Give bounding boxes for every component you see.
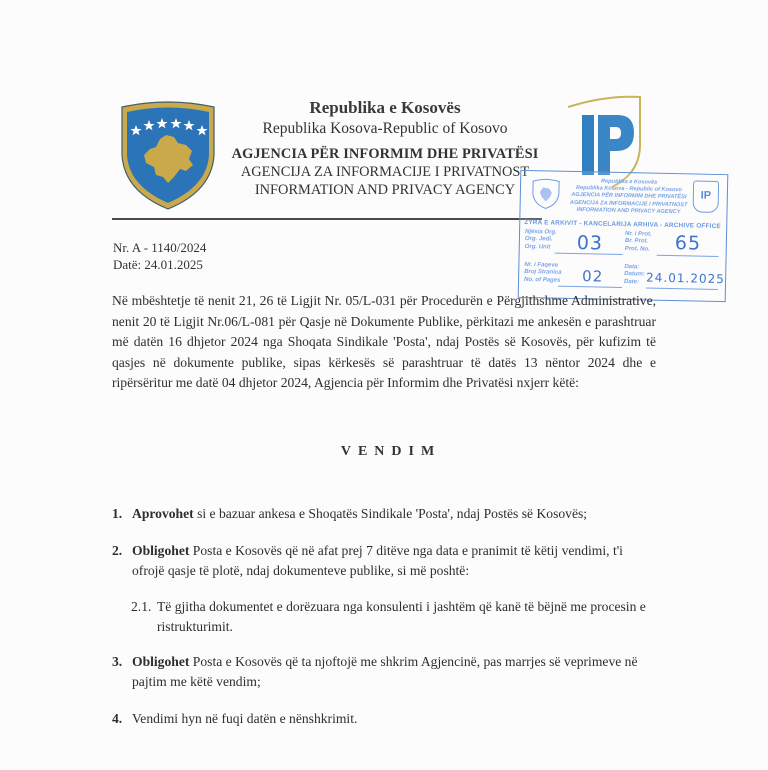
item-number: 3. <box>112 654 123 669</box>
item-number: 1. <box>112 506 123 521</box>
subitem-number: 2.1. <box>131 599 152 614</box>
kosovo-emblem-icon <box>116 99 220 211</box>
stamp-ip-emblem-icon: IP <box>693 180 720 213</box>
item-number: 4. <box>112 711 123 726</box>
org-unit-value: 03 <box>576 232 604 255</box>
item-text: Vendimi hyn në fuqi datën e nënshkrimit. <box>132 711 358 726</box>
reference-date: Datë: 24.01.2025 <box>113 257 203 272</box>
document-reference <box>113 239 206 273</box>
prot-labels: Nr. i Prot. Br. Prot. Prot. No. <box>624 231 652 253</box>
item-text: si e bazuar ankesa e Shoqatës Sindikale 'Posta', ndaj Postës së Kosovës; <box>193 506 588 521</box>
archive-stamp <box>518 170 729 302</box>
country-name-sq: Republika e Kosovës <box>309 98 461 117</box>
pages-value: 02 <box>581 267 604 286</box>
agency-name-sq: AGJENCIA PËR INFORMIM DHE PRIVATËSI <box>231 146 539 162</box>
prot-number-value: 65 <box>674 232 702 255</box>
org-unit-labels: Njësia Org. Org. Jedi. Org. Unit <box>524 228 557 251</box>
item-number: 2. <box>112 543 123 558</box>
header-divider <box>112 218 542 220</box>
agency-name-sr: AGENCIJA ZA INFORMACIJE I PRIVATNOST <box>240 164 530 180</box>
letterhead <box>220 98 550 199</box>
item-keyword: Aprovohet <box>132 506 194 521</box>
decision-item <box>112 709 657 729</box>
stamp-row-unit-prot <box>524 229 721 263</box>
pages-labels: Nr. i Faqeve Broj Stranica No. of Pages <box>523 261 562 284</box>
country-name-multi: Republika Kosova-Republic of Kosovo <box>262 120 508 137</box>
stamp-office-line: ZYRA E ARKIVIT - KANCELARIJA ARHIVA - ARCHIVE OFFICE <box>524 218 721 231</box>
decision-title: VENDIM <box>340 444 442 459</box>
preamble-paragraph: Në mbështetje të nenit 21, 26 të Ligjit Nr. 05/L-031 për Procedurën e Përgjithshme Administrative, nenit 20 të Ligjit Nr.06/L-081 për Qasje në Dokumente Publike, përkitazi me ankesën e parashtruar më datën 16 dhjetor 2024 nga Shoqata Sindikale 'Posta', ndaj Postës së Kosovës, për kufizim të qasjes në dokumente publike, sipas kërkesës së parashtruar të datës 13 nëntor 2024 dhe e ripërsëritur me datë 04 dhjetor 2024, Agjencia për Informim dhe Privatësi nxjerr këtë: <box>112 293 656 390</box>
decision-item <box>112 652 657 692</box>
stamp-agency-text: Republika e Kosovës Republika Kosova - Republic of Kosovo AGJENCIA PËR INFORMIM DHE PRIVATËSI AGENCIJA ZA INFORMACIJE I PRIVATNOST INFORMATION AND PRIVACY AGENCY <box>569 178 688 216</box>
date-labels: Data: Datum: Date: <box>623 264 645 286</box>
item-keyword: Obligohet <box>132 654 190 669</box>
decision-item <box>112 504 657 524</box>
stamp-emblem-icon <box>531 177 562 210</box>
decision-item <box>112 541 657 581</box>
item-text: Posta e Kosovës që ta njoftojë me shkrim Agjencinë, pas marrjes së veprimeve në pajtim me këtë vendim; <box>132 654 638 689</box>
subitem-text: Të gjitha dokumentet e dorëzuara nga konsulenti i jashtëm që kanë të bëjnë me procesin e ristrukturimit. <box>157 599 646 634</box>
decision-subitem <box>131 597 651 637</box>
reference-number: Nr. A - 1140/2024 <box>113 240 207 255</box>
item-text: Posta e Kosovës që në afat prej 7 ditëve nga data e pranimit të këtij vendimi, t'i ofrojë qasje të plotë, ndaj dokumenteve publike, si më poshtë: <box>132 543 623 578</box>
item-keyword: Obligohet <box>132 543 190 558</box>
agency-name-en: INFORMATION AND PRIVACY AGENCY <box>254 182 516 198</box>
stamp-date-value: 24.01.2025 <box>645 270 725 287</box>
